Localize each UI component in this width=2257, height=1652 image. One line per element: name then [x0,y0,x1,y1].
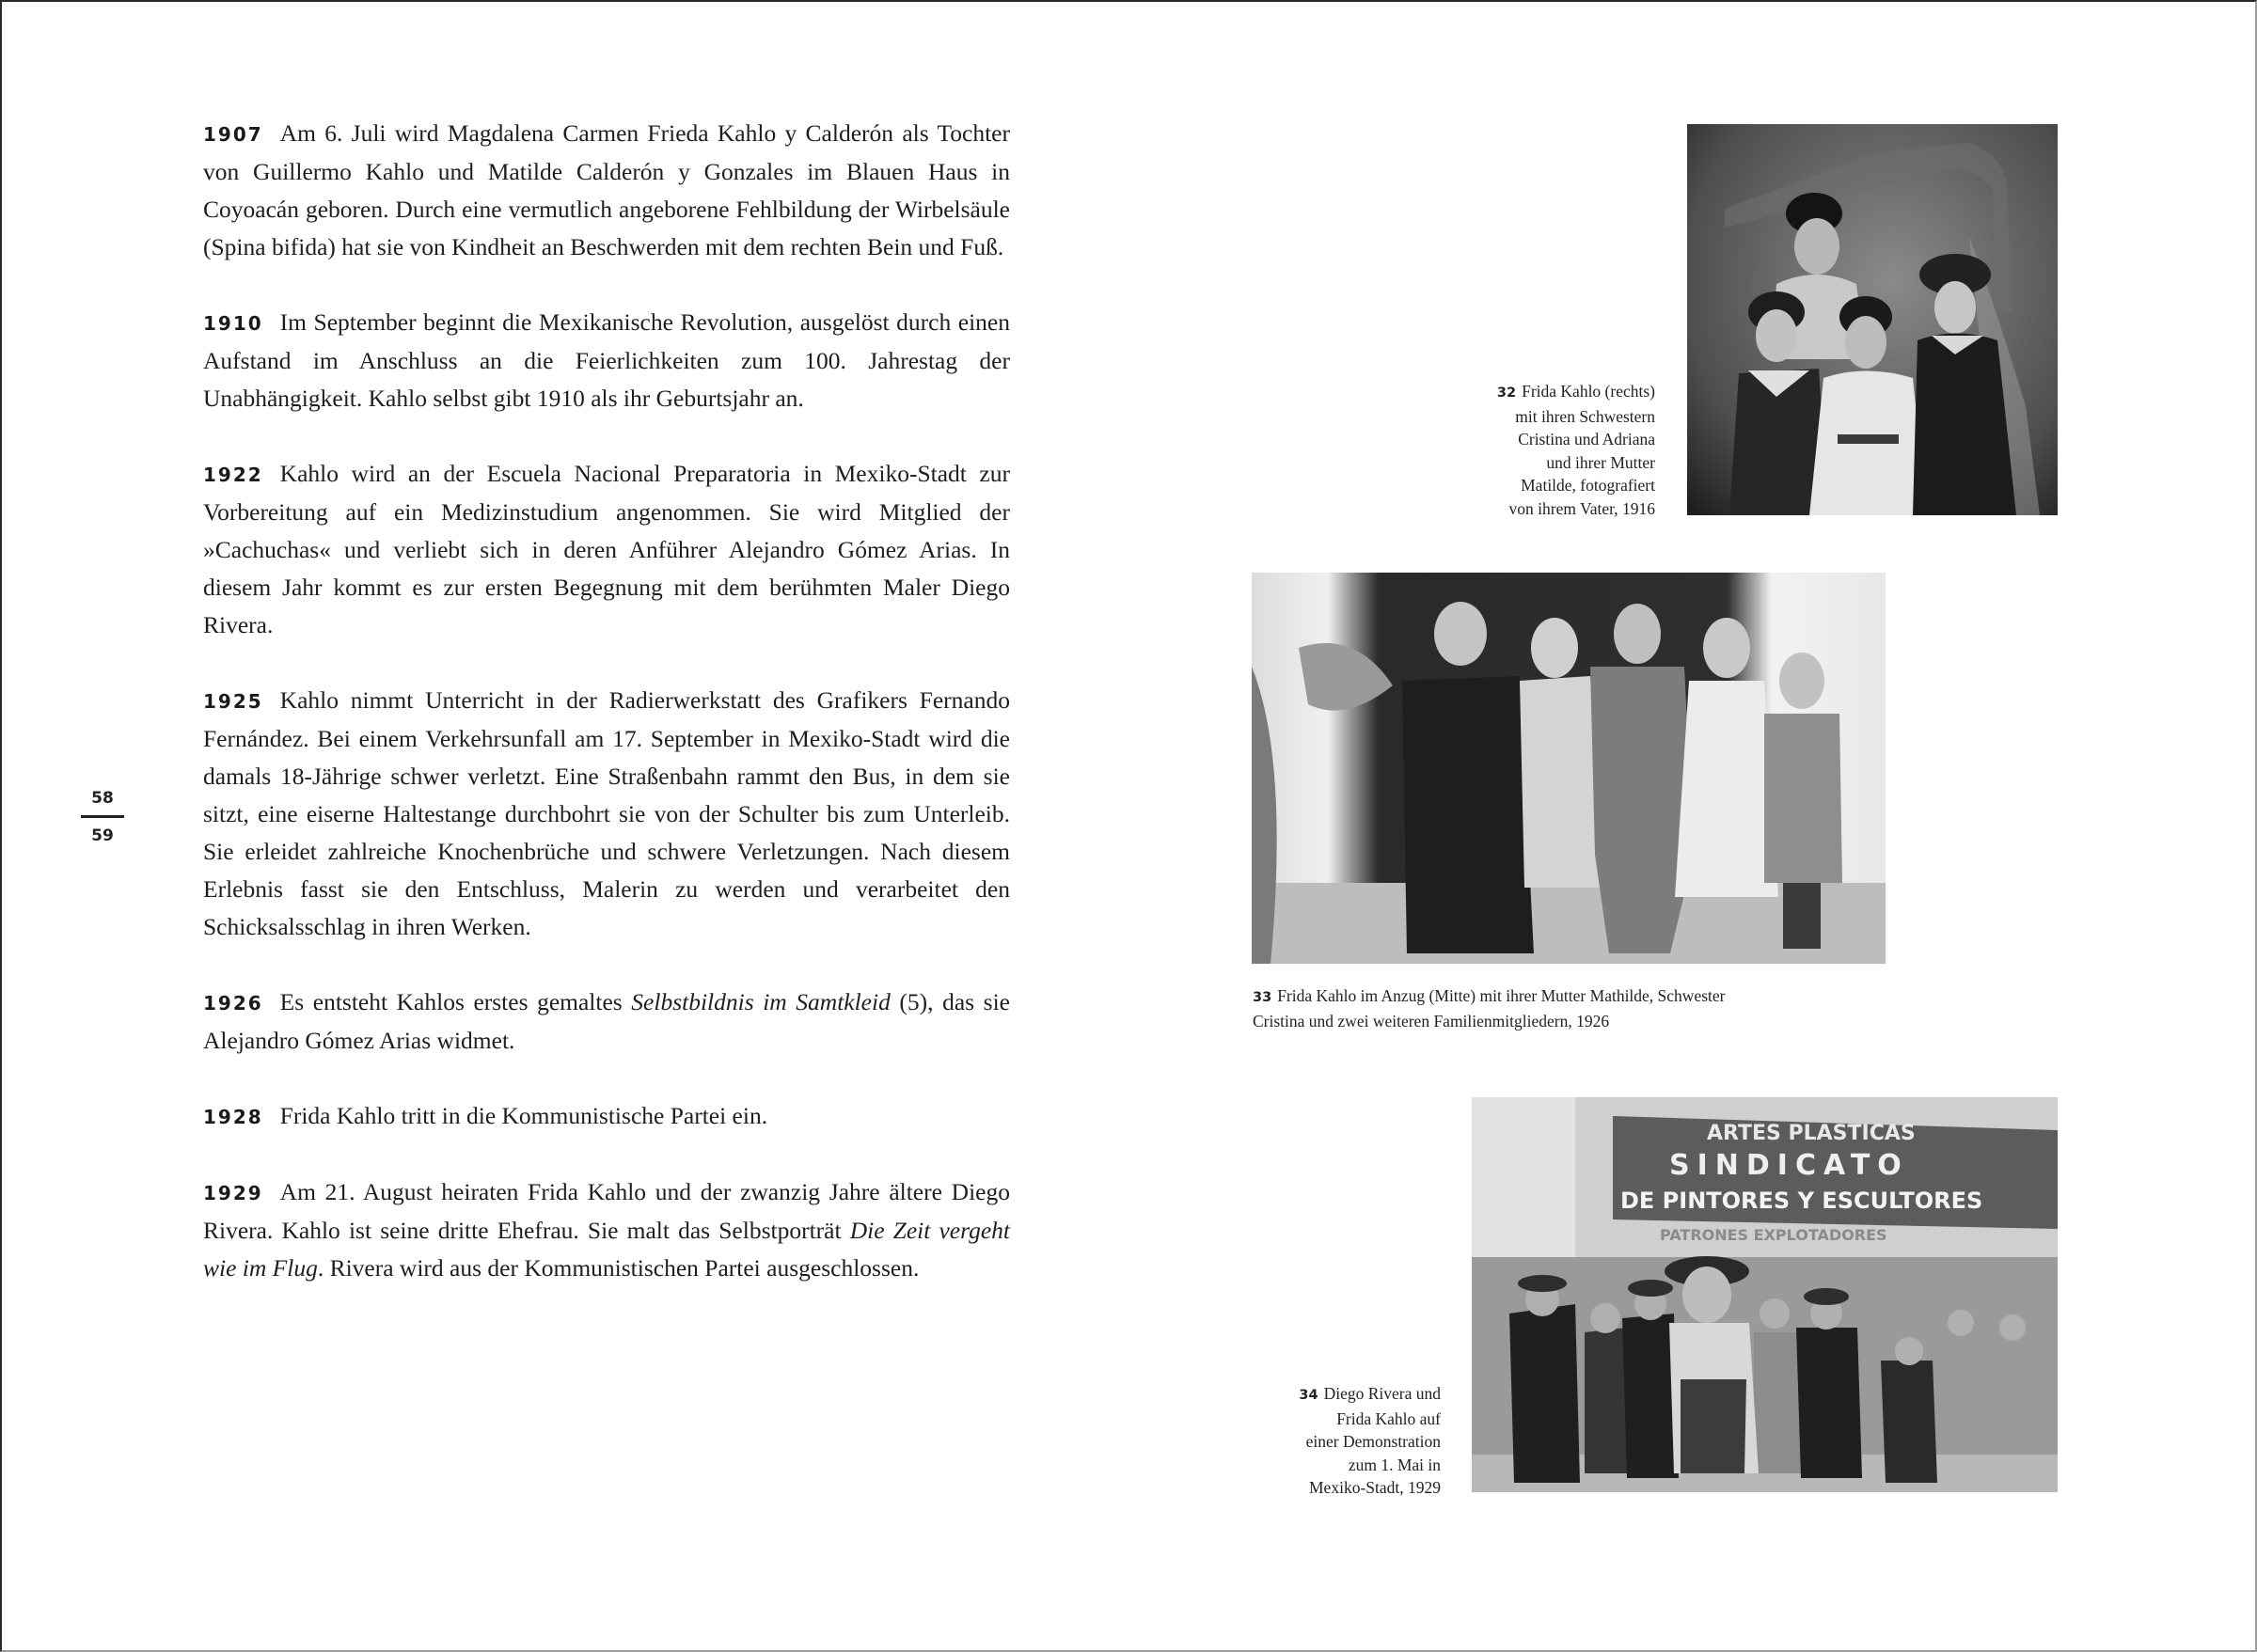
banner-text: SINDICATO [1669,1149,1909,1182]
timeline-text: Am 21. August heiraten Frida Kahlo und der zwanzig Jahre ältere Diego Rivera. Kahlo ist seine dritte Ehefrau. Sie malt das Selbstporträt [203,1178,1010,1244]
page-number-divider [81,815,124,818]
artwork-title: Selbstbildnis im Samtkleid [631,988,891,1015]
timeline-entry [203,1097,1010,1136]
timeline-year: 1907 [203,123,263,146]
caption-line: Frida Kahlo auf [1336,1408,1441,1428]
artwork-title: Die Zeit vergeht wie im Flug [203,1217,1010,1282]
page-number-left: 58 [91,789,114,808]
figure-caption-34 [1224,1382,1441,1500]
figure-number: 33 [1253,990,1272,1005]
timeline-entry [203,983,1010,1060]
timeline-year: 1922 [203,464,263,486]
banner-text: PATRONES EXPLOTADORES [1660,1226,1887,1244]
page-numbers [81,788,124,846]
timeline-text: Es entsteht Kahlos erstes gemaltes [279,988,632,1015]
timeline-year: 1928 [203,1106,263,1128]
figure-number: 34 [1299,1388,1318,1403]
caption-line: Frida Kahlo (rechts) [1522,382,1655,401]
caption-line: Cristina und Adriana [1518,430,1655,448]
timeline-text: (5), das sie Alejandro Gómez Arias widmet. [203,988,1010,1054]
timeline-text: Frida Kahlo tritt in die Kommunistische Partei ein. [279,1102,768,1129]
caption-line: von ihrem Vater, 1916 [1508,498,1655,518]
timeline-year: 1929 [203,1182,263,1204]
caption-line: einer Demonstration [1305,1432,1441,1451]
timeline-entry [203,1173,1010,1287]
photo-family-portrait-1916 [1687,124,2058,515]
timeline-entry [203,455,1010,644]
caption-line: Frida Kahlo im Anzug (Mitte) mit ihrer Mutter Mathilde, Schwester [1277,986,1726,1005]
caption-line: Diego Rivera und [1323,1384,1441,1403]
caption-line: und ihrer Mutter [1546,452,1655,472]
timeline-entry [203,682,1010,946]
timeline-text: Im September beginnt die Mexikanische Revolution, ausgelöst durch einen Aufstand im Anschluss an die Feierlichkeiten zum 100. Jahrestag der Unabhängigkeit. Kahlo selbst gibt 1910 als ihr Geburtsjahr an. [203,308,1010,412]
timeline-year: 1926 [203,992,263,1015]
caption-line: Cristina und zwei weiteren Familienmitgliedern, 1926 [1253,1011,1610,1031]
timeline-text: . Rivera wird aus der Kommunistischen Partei ausgeschlossen. [317,1254,920,1282]
page-number-right: 59 [91,826,114,845]
banner-text: ARTES PLASTICAS [1707,1122,1916,1145]
timeline [203,115,1010,1325]
timeline-year: 1910 [203,312,263,335]
photo-may-day-demonstration-1929 [1472,1097,2058,1492]
timeline-year: 1925 [203,690,263,713]
timeline-entry [203,115,1010,266]
caption-line: mit ihren Schwestern [1515,406,1655,426]
photo-family-group-1926 [1252,573,1886,964]
timeline-entry [203,304,1010,417]
banner-text: DE PINTORES Y ESCULTORES [1620,1188,1983,1214]
caption-line: Matilde, fotografiert [1521,476,1655,495]
timeline-text: Am 6. Juli wird Magdalena Carmen Frieda Kahlo y Calderón als Tochter von Guillermo Kahlo und Matilde Calderón y Gonzales im Blauen Haus in Coyoacán geboren. Durch eine vermutlich angeborene Fehlbildung der Wirbelsäule (Spina bifida) hat sie von Kindheit an Beschwerden mit dem rechten Bein und Fuß. [203,119,1010,260]
figure-number: 32 [1496,385,1517,401]
timeline-text: Kahlo nimmt Unterricht in der Radierwerkstatt des Grafikers Fernando Fernández. Bei einem Verkehrsunfall am 17. September in Mexiko-Stadt wird die damals 18-Jährige schwer verletzt. Eine Straßenbahn rammt den Bus, in dem sie sitzt, eine eiserne Haltestange durchbohrt sie von der Schulter bis zum Unterleib. Sie erleidet zahlreiche Knochenbrüche und schwere Verletzungen. Nach diesem Erlebnis fasst sie den Entschluss, Malerin zu werden und verarbeitet den Schicksalsschlag in ihren Werken. [203,686,1010,940]
caption-line: Mexiko-Stadt, 1929 [1309,1478,1441,1497]
figure-caption-32 [1394,380,1655,520]
figure-caption-33 [1253,984,1855,1032]
timeline-text: Kahlo wird an der Escuela Nacional Preparatoria in Mexiko-Stadt zur Vorbereitung auf ein Medizinstudium angenommen. Sie wird Mitglied der »Cachuchas« und verliebt sich in deren Anführer Alejandro Gómez Arias. In diesem Jahr kommt es zur ersten Begegnung mit dem berühmten Maler Diego Rivera. [203,460,1010,638]
caption-line: zum 1. Mai in [1348,1455,1441,1474]
